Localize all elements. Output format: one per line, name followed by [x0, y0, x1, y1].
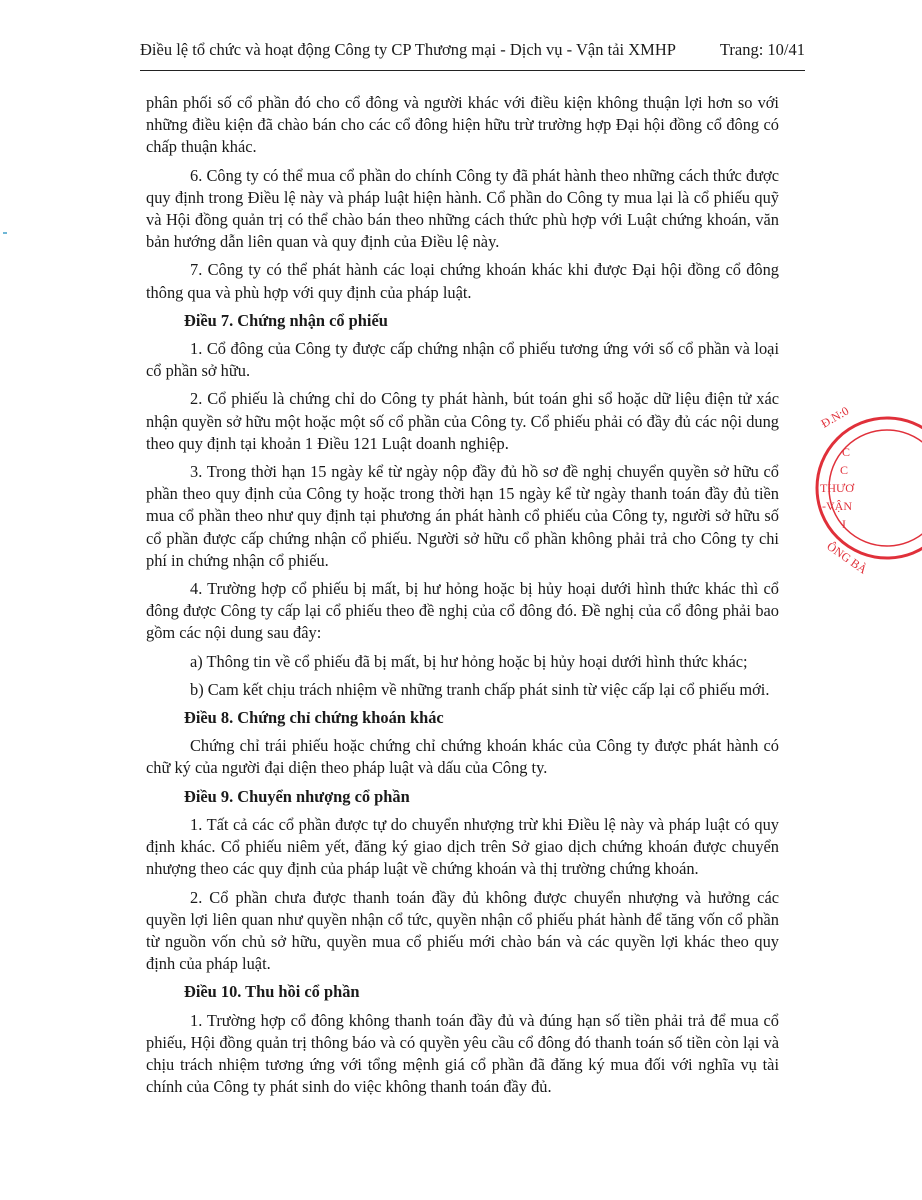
paragraph: 4. Trường hợp cổ phiếu bị mất, bị hư hỏng hoặc bị hủy hoại dưới hình thức khác thì cổ đông được Công ty cấp lại cổ phiếu theo đề nghị của cổ đông đó. Đề nghị của cổ đông phải bao gồm các nội dung sau đây:: [146, 579, 779, 643]
company-seal-stamp: [812, 398, 922, 578]
paragraph: 2. Cổ phiếu là chứng chỉ do Công ty phát hành, bút toán ghi sổ hoặc dữ liệu điện tử xác nhận quyền sở hữu một hoặc một số cổ phần của Công ty. Cổ phiếu phải có đầy đủ các nội dung theo quy định tại khoản 1 Điều 121 Luật doanh nghiệp.: [146, 389, 779, 453]
stamp-text: THƯƠ: [820, 481, 854, 495]
paragraph: 1. Tất cả các cổ phần được tự do chuyển nhượng trừ khi Điều lệ này và pháp luật có quy định khác. Cổ phiếu niêm yết, đăng ký giao dịch trên Sở giao dịch chứng khoán được chuyển nhượng theo các quy định của pháp luật về chứng khoán và thị trường chứng khoán.: [146, 814, 779, 879]
paragraph: a) Thông tin về cổ phiếu đã bị mất, bị hư hỏng hoặc bị hủy hoại dưới hình thức khác;: [190, 651, 748, 671]
paragraph: 3. Trong thời hạn 15 ngày kể từ ngày nộp đầy đủ hồ sơ đề nghị chuyển quyền sở hữu cổ phần theo quy định của Công ty hoặc trong thời hạn 15 ngày kể từ ngày thanh toán đầy đủ tiền mua cổ phần theo như quy định tại phương án phát hành cổ phiếu của Công ty, người sở hữu số cổ phần được cấp chứng nhận cổ phiếu. Người sở hữu cổ phần không phải trả cho Công ty chi phí in chứng nhận cổ phiếu.: [146, 462, 779, 570]
stamp-text: I: [842, 517, 846, 531]
paragraph: b) Cam kết chịu trách nhiệm về những tranh chấp phát sinh từ việc cấp lại cổ phiếu mới.: [190, 679, 770, 699]
page-number: Trang: 10/41: [719, 40, 805, 59]
paragraph: 6. Công ty có thể mua cổ phần do chính Công ty đã phát hành theo những cách thức được quy định trong Điều lệ này và pháp luật hiện hành. Cổ phần do Công ty mua lại là cổ phiếu quỹ và Hội đồng quản trị có thể chào bán theo những cách thức phù hợp với Luật chứng khoán, văn bản hướng dẫn liên quan và quy định của Điều lệ này.: [146, 165, 779, 252]
paragraph: 2. Cổ phần chưa được thanh toán đầy đủ không được chuyển nhượng và hưởng các quyền lợi liên quan như quyền nhận cổ tức, quyền nhận cổ phiếu phát hành để tăng vốn cổ phần từ nguồn vốn chủ sở hữu, quyền mua cổ phiếu mới chào bán và các quyền lợi khác theo quy định của pháp luật.: [146, 887, 779, 974]
page-header: [140, 40, 805, 60]
article-heading: Điều 8. Chứng chỉ chứng khoán khác: [184, 708, 444, 728]
paragraph: 7. Công ty có thể phát hành các loại chứng khoán khác khi được Đại hội đồng cổ đông thông qua và phù hợp với quy định của pháp luật.: [146, 260, 779, 302]
article-heading: Điều 10. Thu hồi cổ phần: [184, 982, 360, 1002]
margin-mark: [3, 232, 7, 234]
paragraph: Chứng chỉ trái phiếu hoặc chứng chỉ chứng khoán khác của Công ty được phát hành có chữ ký của người đại diện theo pháp luật và dấu của Công ty.: [146, 736, 779, 778]
paragraph: phân phối số cổ phần đó cho cổ đông và người khác với điều kiện không thuận lợi hơn so với những điều kiện đã chào bán cho các cổ đông hiện hữu trừ trường hợp Đại hội đồng cổ đông có chấp thuận khác.: [146, 93, 779, 157]
article-heading: Điều 9. Chuyển nhượng cổ phần: [184, 786, 410, 806]
stamp-text: ÔNG BÀ: [824, 538, 870, 577]
article-heading: Điều 7. Chứng nhận cổ phiếu: [184, 310, 388, 330]
paragraph: 1. Cổ đông của Công ty được cấp chứng nhận cổ phiếu tương ứng với số cổ phần và loại cổ phần sở hữu.: [146, 339, 779, 381]
stamp-text: C: [842, 445, 851, 459]
header-divider: [140, 70, 805, 71]
stamp-text: C: [840, 463, 849, 477]
stamp-text: Đ.N:0: [818, 403, 852, 431]
stamp-text: -VẬN: [822, 499, 852, 513]
paragraph: 1. Trường hợp cổ đông không thanh toán đầy đủ và đúng hạn số tiền phải trả để mua cổ phiếu, Hội đồng quản trị thông báo và có quyền yêu cầu cổ đông đó thanh toán số tiền còn lại và chịu trách nhiệm tương ứng với tổng mệnh giá cổ phần đã đăng ký mua đối với nghĩa vụ tài chính của Công ty phát sinh do việc không thanh toán đầy đủ.: [146, 1010, 779, 1097]
document-body: [146, 92, 779, 1104]
header-title: Điều lệ tổ chức và hoạt động Công ty CP Thương mại - Dịch vụ - Vận tải XMHP: [140, 40, 676, 59]
